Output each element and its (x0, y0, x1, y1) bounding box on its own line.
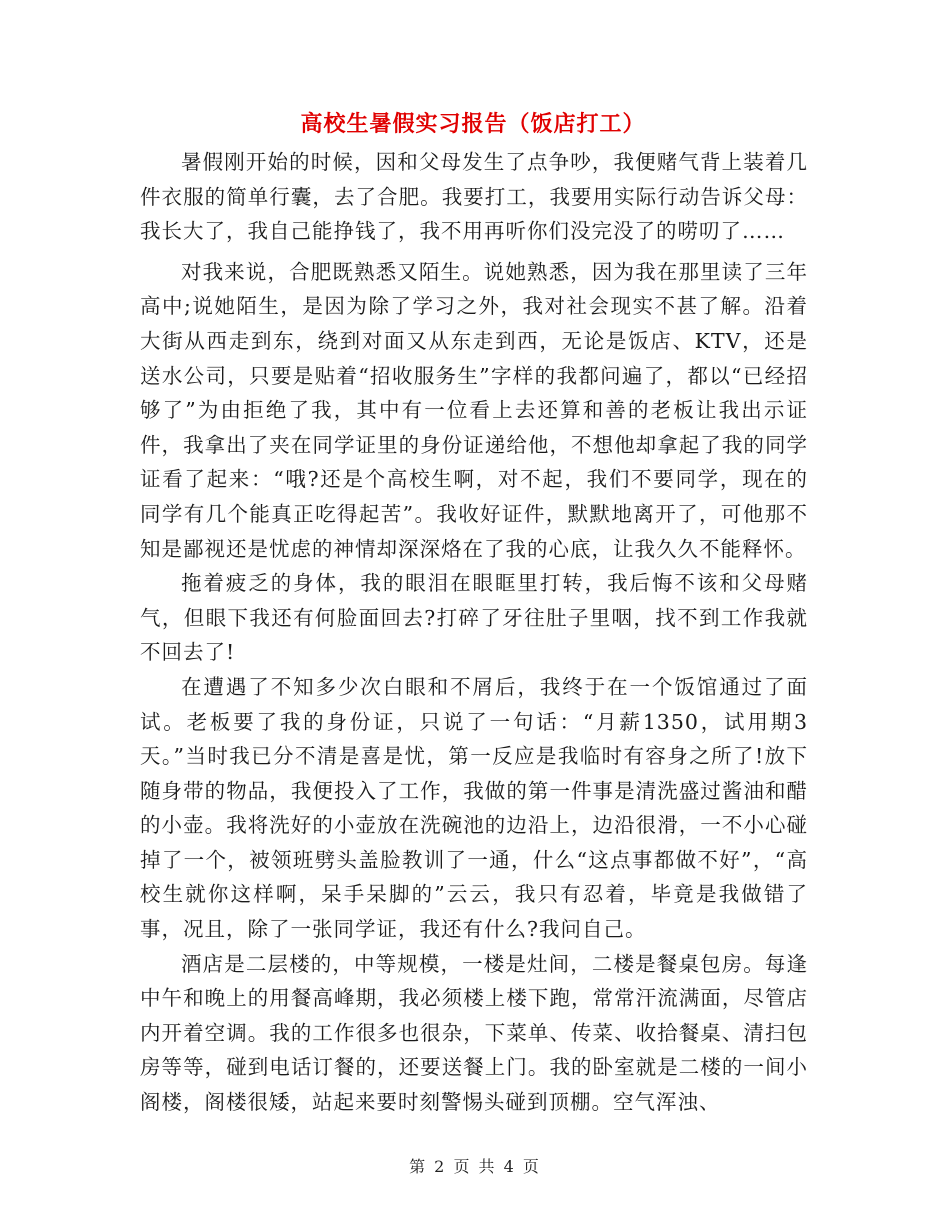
paragraph-3: 拖着疲乏的身体，我的眼泪在眼眶里打转，我后悔不该和父母赌气，但眼下我还有何脸面回去?打碎了牙往肚子里咽，找不到工作我就不回去了! (140, 571, 808, 665)
paragraph-2: 对我来说，合肥既熟悉又陌生。说她熟悉，因为我在那里读了三年高中;说她陌生，是因为除了学习之外，我对社会现实不甚了解。沿着大街从西走到东，绕到对面又从东走到西，无论是饭店、KTV，还是送水公司，只要是贴着“招收服务生”字样的我都问遍了，都以“已经招够了”为由拒绝了我，其中有一位看上去还算和善的老板让我出示证件，我拿出了夹在同学证里的身份证递给他，不想他却拿起了我的同学证看了起来：“哦?还是个高校生啊，对不起，我们不要同学，现在的同学有几个能真正吃得起苦”。我收好证件，默默地离开了，可他那不知是鄙视还是忧虑的神情却深深烙在了我的心底，让我久久不能释怀。 (140, 259, 808, 561)
page-footer: 第 2 页 共 4 页 (409, 1157, 541, 1176)
document-title: 高校生暑假实习报告（饭店打工） (300, 112, 646, 137)
paragraph-4: 在遭遇了不知多少次白眼和不屑后，我终于在一个饭馆通过了面试。老板要了我的身份证，只说了一句话：“月薪1350，试用期3天。”当时我已分不清是喜是忧，第一反应是我临时有容身之所了!放下随身带的物品，我便投入了工作，我做的第一件事是清洗盛过酱油和醋的小壶。我将洗好的小壶放在洗碗池的边沿上，边沿很滑，一不小心碰掉了一个，被领班劈头盖脸教训了一通，什么“这点事都做不好”，“高校生就你这样啊，呆手呆脚的”云云，我只有忍着，毕竟是我做错了事，况且，除了一张同学证，我还有什么?我问自己。 (140, 674, 808, 942)
document-body (140, 145, 808, 1120)
paragraph-1: 暑假刚开始的时候，因和父母发生了点争吵，我便赌气背上装着几件衣服的简单行囊，去了合肥。我要打工，我要用实际行动告诉父母：我长大了，我自己能挣钱了，我不用再听你们没完没了的唠叨了…… (140, 150, 808, 244)
paragraph-5: 酒店是二层楼的，中等规模，一楼是灶间，二楼是餐桌包房。每逢中午和晚上的用餐高峰期，我必须楼上楼下跑，常常汗流满面，尽管店内开着空调。我的工作很多也很杂，下菜单、传菜、收拾餐桌、清扫包房等等，碰到电话订餐的，还要送餐上门。我的卧室就是二楼的一间小阁楼，阁楼很矮，站起来要时刻警惕头碰到顶棚。空气浑浊、 (140, 951, 808, 1115)
